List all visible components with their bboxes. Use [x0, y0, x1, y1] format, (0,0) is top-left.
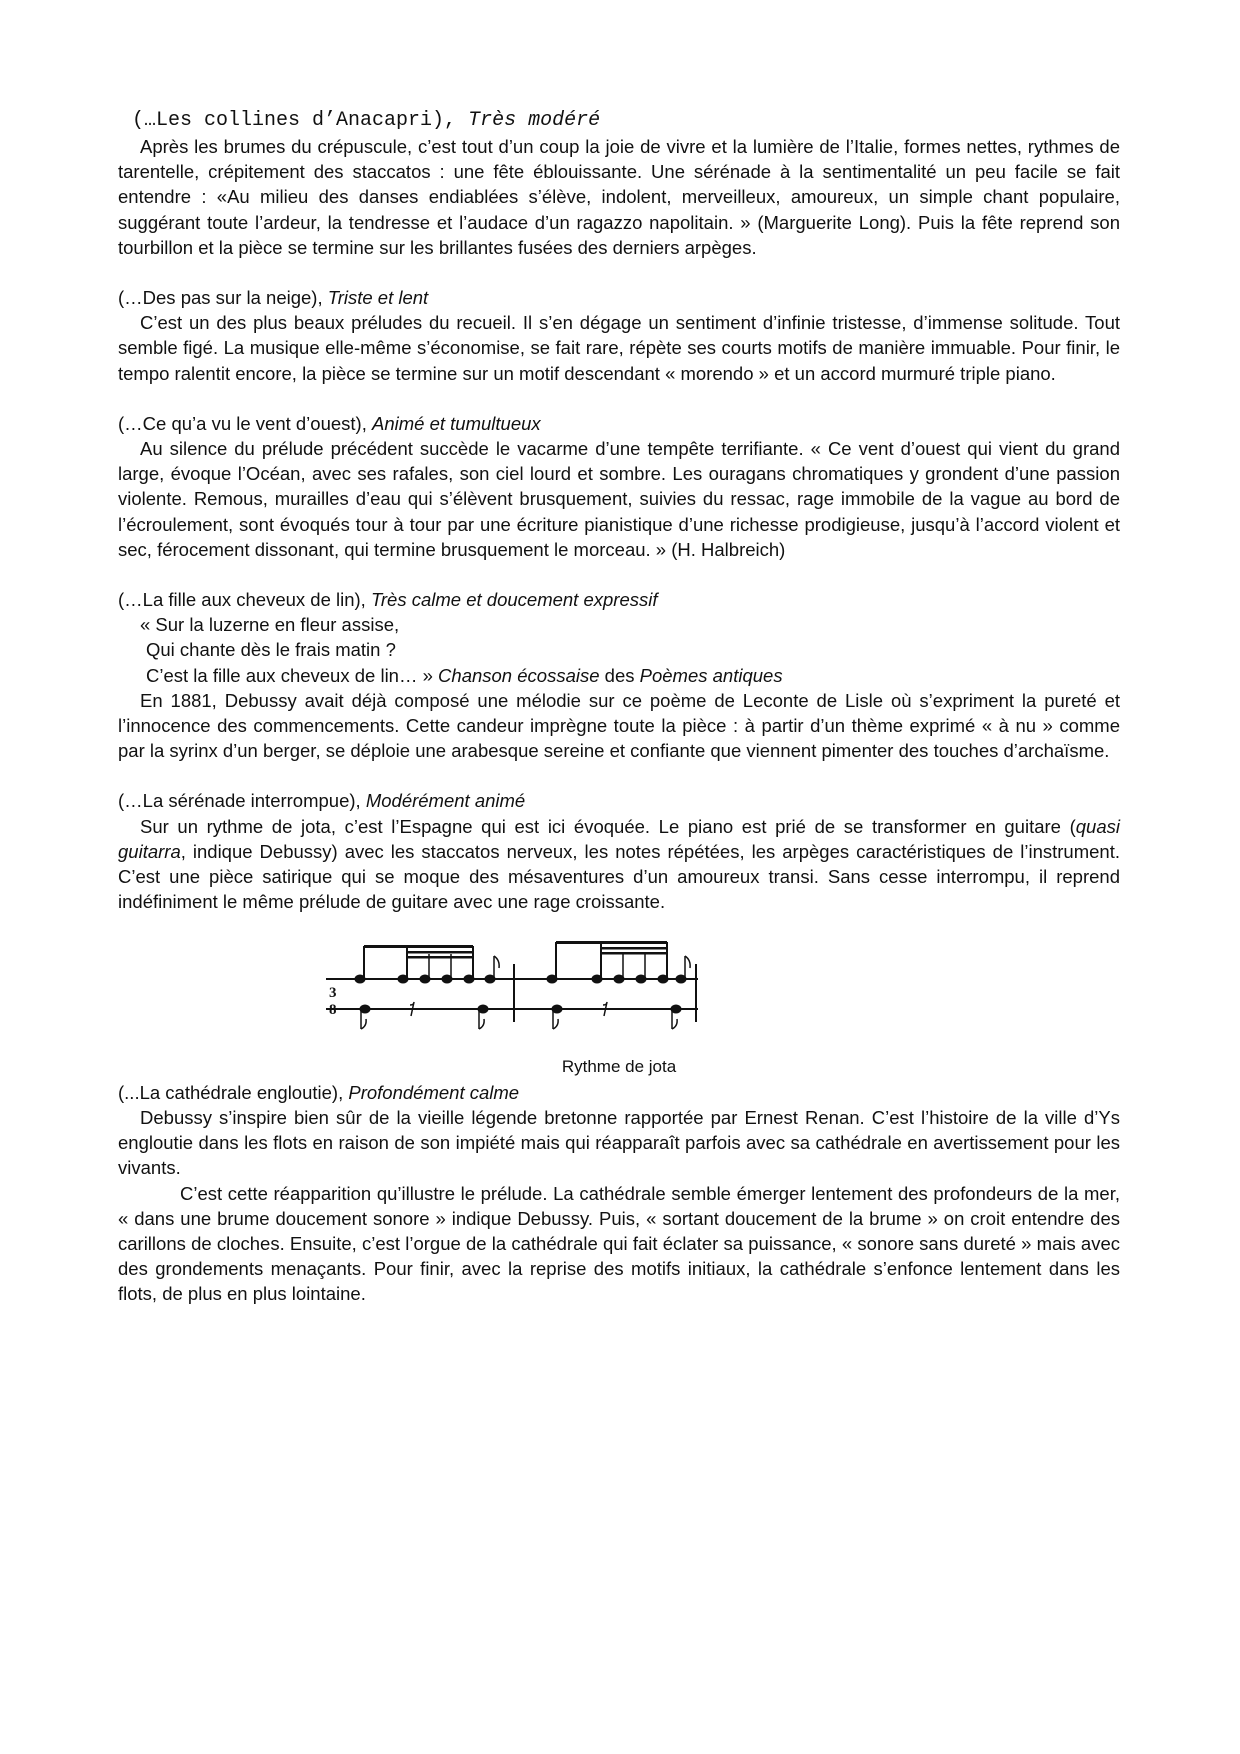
- heading-tempo: Animé et tumultueux: [372, 412, 541, 434]
- section-heading-fille-lin: [118, 587, 1120, 612]
- verse-text: C’est la fille aux cheveux de lin… »: [146, 664, 439, 686]
- heading-tempo: Modérément animé: [365, 790, 526, 812]
- section-heading-cathedrale: [118, 1080, 1120, 1105]
- section-heading-anacapri: [118, 108, 1120, 134]
- verse-source-collection: Poèmes antiques: [639, 664, 783, 686]
- heading-title: (…Des pas sur la neige),: [118, 287, 328, 309]
- verse-line: « Sur la luzerne en fleur assise,: [140, 614, 400, 636]
- paragraph: Debussy s’inspire bien sûr de la vieille légende bretonne rapportée par Ernest Renan. C’est l’histoire de la ville d’Ys engloutie dans les flots en raison de son impiété mais qui réapparaît parfois avec sa cathédrale en avertissement pour les vivants.: [118, 1106, 1120, 1179]
- section-heading-serenade: [118, 788, 1120, 813]
- paragraph: Au silence du prélude précédent succède le vacarme d’une tempête terrifiante. « Ce vent d’ouest qui vient du grand large, évoque l’Océan, avec ses rafales, son ciel lourd et sombre. Les ouragans chromatiques y grondent d’une passion violente. Remous, murailles d’eau qui s’élèvent brusquement, suivies du ressac, rage immobile de la vague au bord de l’écroulement, sont évoqués tour à tour par une écriture pianistique d’une richesse prodigieuse, jusqu’à l’accord violent et sec, férocement dissonant, qui termine brusquement le morceau. » (H. Halbreich): [118, 438, 1120, 560]
- paragraph-italic: quasi guitarra: [118, 815, 1120, 862]
- paragraph: Après les brumes du crépuscule, c’est tout d’un coup la joie de vivre et la lumière de l’Italie, formes nettes, rythmes de tarentelle, crépitement des staccatos : une fête éblouissante. Une sérénade à la sentimentalité un peu facile se fait entendre : «Au milieu des danses endiablées s’élève, indolent, merveilleux, amoureux, un simple chant populaire, suggérant toute l’ardeur, la tendresse et l’audace d’un ragazzo napolitain. » (Marguerite Long). Puis la fête reprend son tourbillon et la pièce se termine sur les brillantes fusées des derniers arpèges.: [118, 136, 1120, 258]
- heading-tempo: Profondément calme: [348, 1081, 520, 1103]
- heading-tempo: Triste et lent: [327, 287, 429, 309]
- figure-caption: Rythme de jota: [561, 1057, 677, 1077]
- svg-text:8: 8: [329, 1002, 337, 1019]
- section-heading-neige: [118, 285, 1120, 310]
- paragraph-text: Sur un rythme de jota, c’est l’Espagne qui est ici évoquée. Le piano est prié de se transformer en guitare (: [140, 815, 1076, 837]
- document-page: [118, 108, 1120, 1307]
- heading-title: (…Ce qu’a vu le vent d’ouest),: [118, 412, 372, 434]
- paragraph: En 1881, Debussy avait déjà composé une mélodie sur ce poème de Leconte de Lisle où s’expriment la pureté et l’innocence des commencements. Cette candeur imprègne toute la pièce : à partir d’un thème exprimé « à nu » comme par la syrinx d’un berger, se déploie une arabesque sereine et confiante que viennent pimenter des touches d’archaïsme.: [118, 689, 1120, 762]
- paragraph: C’est un des plus beaux préludes du recueil. Il s’en dégage un sentiment d’infinie tristesse, d’immense solitude. Tout semble figé. La musique elle-même s’économise, se fait rare, répète ses courts motifs de manière immuable. Pour finir, le tempo ralentit encore, la pièce se termine sur un motif descendant « morendo » et un accord murmuré triple piano.: [118, 312, 1120, 384]
- verse-line: Qui chante dès le frais matin ?: [146, 639, 396, 661]
- verse-source-title: Chanson écossaise: [438, 664, 600, 686]
- verse-source-mid: des: [599, 664, 640, 686]
- paragraph-text: , indique Debussy) avec les staccatos nerveux, les notes répétées, les arpèges caractéristiques de l’instrument. C’est une pièce satirique qui se moque des mésaventures d’un amoureux transi. Sans cesse interrompu, il reprend indéfiniment le même prélude de guitare avec une rage croissante.: [118, 840, 1120, 913]
- svg-text:3: 3: [329, 985, 337, 1002]
- jota-rhythm-figure: [318, 924, 698, 1034]
- paragraph: C’est cette réapparition qu’illustre le prélude. La cathédrale semble émerger lentement des profondeurs de la mer, « dans une brume doucement sonore » indique Debussy. Puis, « sortant doucement de la brume » on croit entendre des carillons de cloches. Ensuite, c’est l’orgue de la cathédrale qui fait éclater sa puissance, « sonore sans dureté » mais avec des grondements menaçants. Pour finir, avec la reprise des motifs initiaux, la cathédrale s’enfonce lentement dans les flots, de plus en plus lointaine.: [118, 1182, 1120, 1305]
- section-heading-vent-ouest: [118, 411, 1120, 436]
- music-notation-icon: [318, 924, 698, 1034]
- heading-tempo: Très calme et doucement expressif: [370, 589, 658, 611]
- heading-title: (…La sérénade interrompue),: [118, 790, 366, 812]
- heading-title: (…Les collines d’Anacapri),: [132, 109, 469, 132]
- heading-tempo: Très modéré: [468, 109, 601, 132]
- heading-title: (...La cathédrale engloutie),: [118, 1081, 349, 1103]
- paragraph: [118, 814, 1120, 915]
- verse-line-source: [118, 663, 1120, 688]
- heading-title: (…La fille aux cheveux de lin),: [118, 589, 371, 611]
